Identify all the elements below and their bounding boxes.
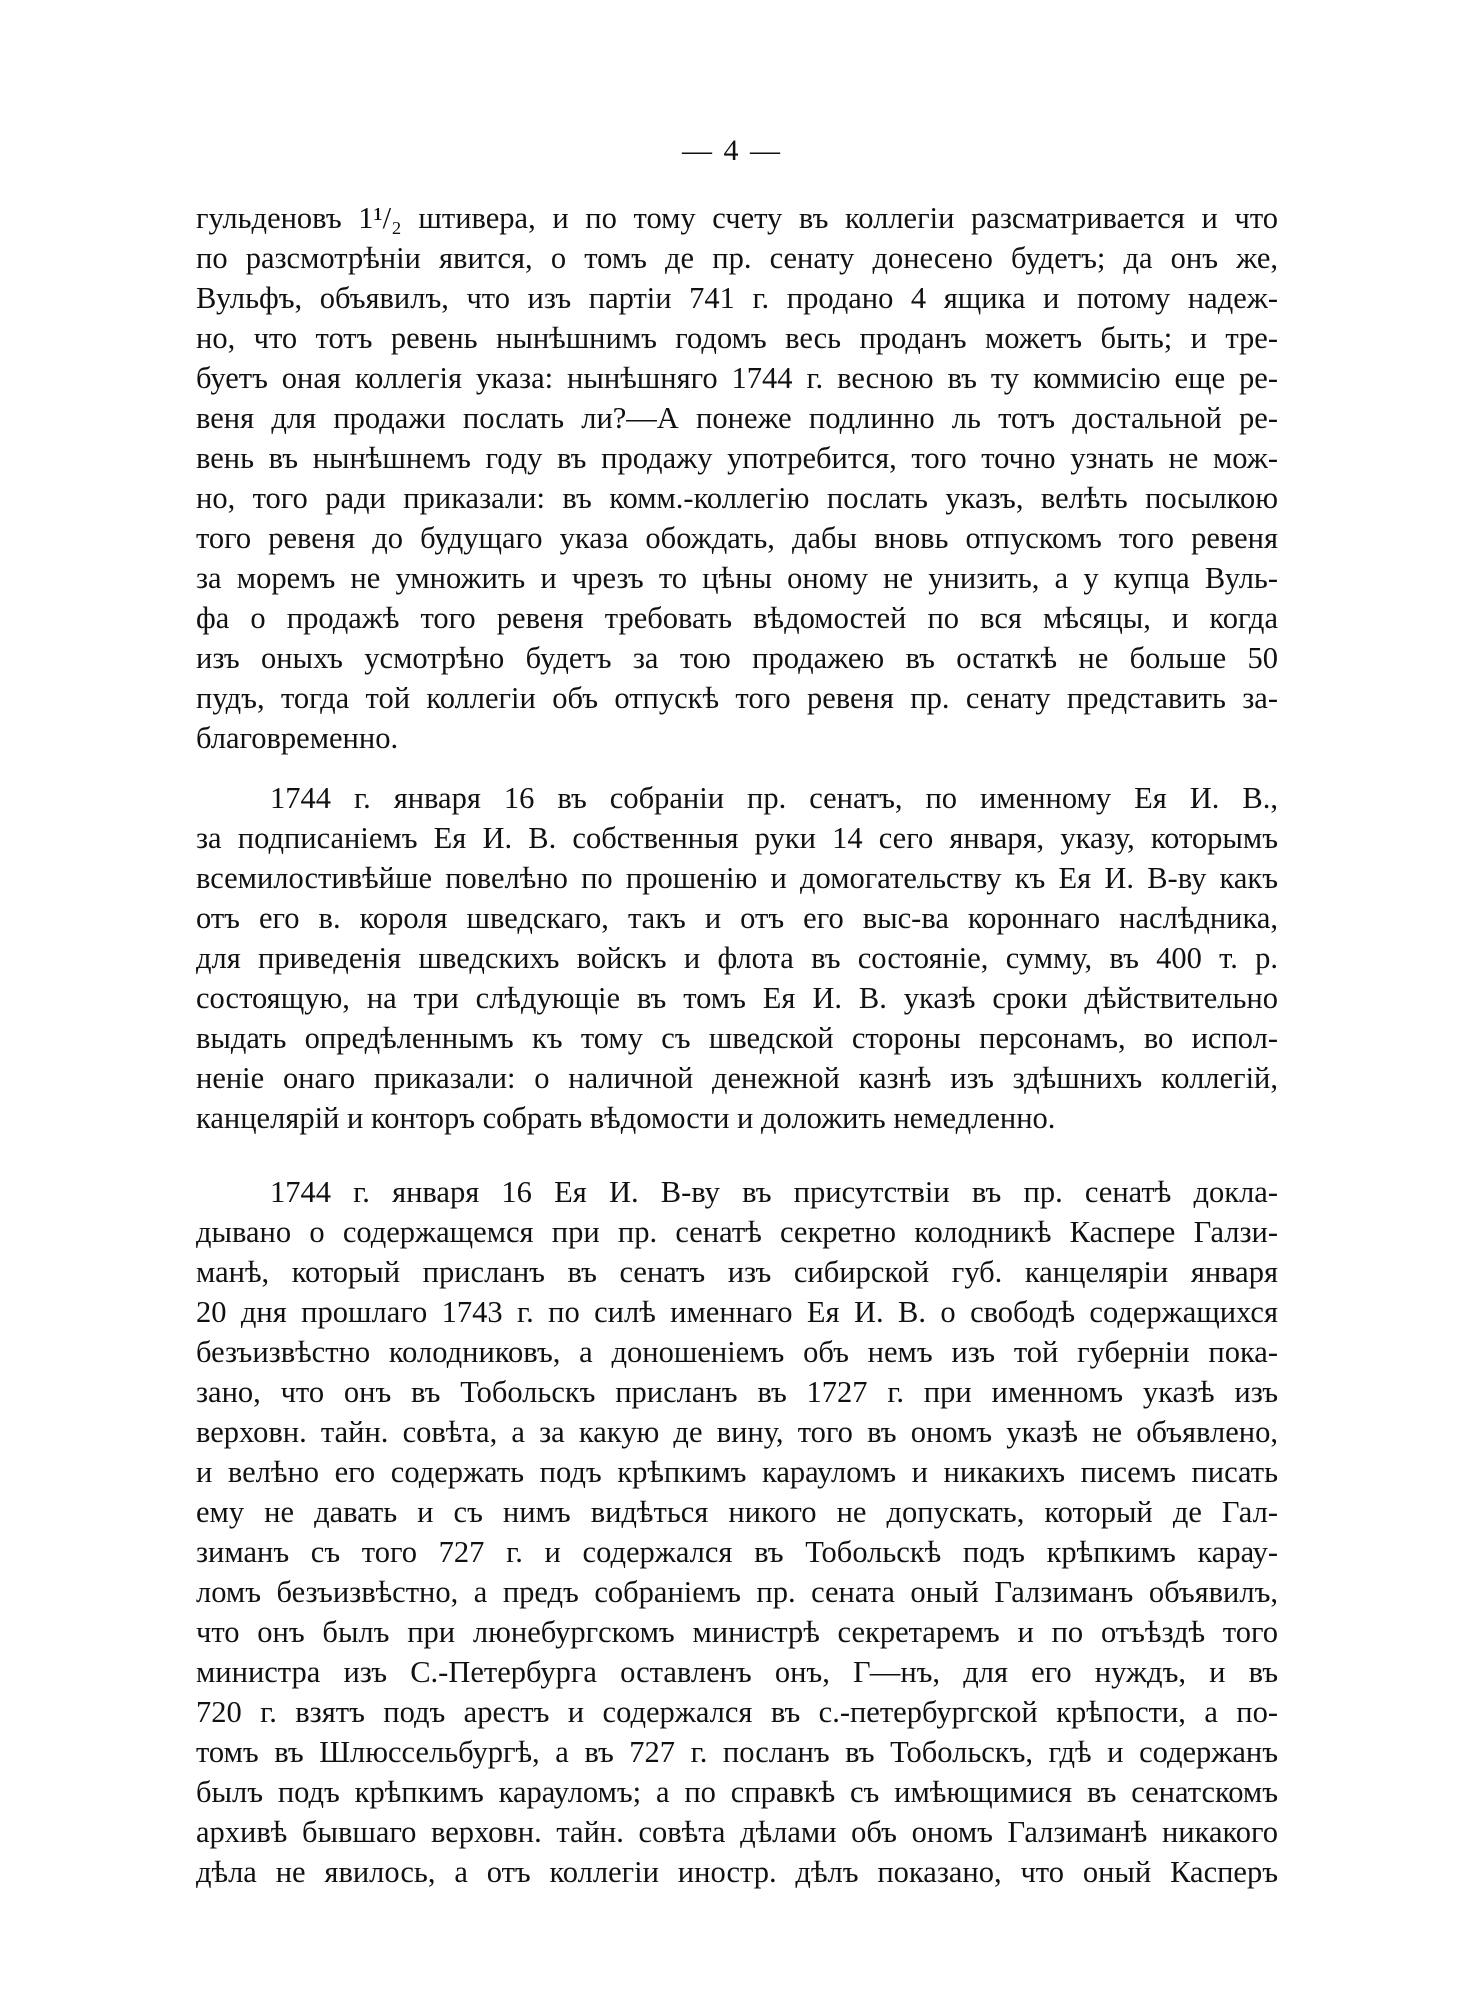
text-line: томъ въ Шлюссельбургѣ, а въ 727 г. посланъ въ Тобольскъ, гдѣ и содержанъ — [196, 1735, 1278, 1769]
text-line: за моремъ не умножить и чрезъ то цѣны оному не унизить, а у купца Вуль- — [196, 561, 1278, 595]
text-line: за подписаніемъ Ея И. В. собственныя руки 14 сего января, указу, которымъ — [196, 821, 1278, 855]
paragraph-1 — [196, 198, 1278, 758]
text-line: всемилостивѣйше повелѣно по прошенію и домогательству къ Ея И. В-ву какъ — [196, 861, 1278, 895]
text-line: пудъ, тогда той коллегіи объ отпускѣ того ревеня пр. сенату представить за- — [196, 681, 1278, 715]
text-line: вень въ нынѣшнемъ году въ продажу употребится, того точно узнать не мож- — [196, 441, 1278, 475]
text-line: ломъ безъизвѣстно, а предъ собраніемъ пр. сената оный Галзиманъ объявилъ, — [196, 1575, 1278, 1609]
text-line: для приведенія шведскихъ войскъ и флота въ состояніе, сумму, въ 400 т. р. — [196, 941, 1278, 975]
text-line: но, того ради приказали: въ комм.-коллегію послать указъ, велѣть посылкою — [196, 481, 1278, 515]
text-line: но, что тотъ ревень нынѣшнимъ годомъ весь проданъ можетъ быть; и тре- — [196, 321, 1278, 355]
text-line: 20 дня прошлаго 1743 г. по силѣ именнаго Ея И. В. о свободѣ содержащихся — [196, 1295, 1278, 1329]
text-line: буетъ оная коллегія указа: нынѣшняго 1744 г. весною въ ту коммисію еще ре- — [196, 361, 1278, 395]
text-line: 720 г. взятъ подъ арестъ и содержался въ с.-петербургской крѣпости, а по- — [196, 1695, 1278, 1729]
page-number: — 4 — — [682, 134, 782, 167]
text-line: 1744 г. января 16 Ея И. В-ву въ присутствіи въ пр. сенатѣ докла- — [270, 1175, 1278, 1209]
text-line: 1744 г. января 16 въ собраніи пр. сенатъ, по именному Ея И. В., — [270, 781, 1278, 815]
paragraph-2 — [196, 778, 1278, 1138]
text-line: благовременно. — [196, 721, 399, 755]
text-line: министра изъ С.-Петербурга оставленъ онъ, Г—нъ, для его нуждъ, и въ — [196, 1655, 1278, 1689]
text-line: что онъ былъ при люнебургскомъ министрѣ секретаремъ и по отъѣздѣ того — [196, 1615, 1278, 1649]
text-line: по разсмотрѣніи явится, о томъ де пр. сенату донесено будетъ; да онъ же, — [196, 241, 1278, 275]
text-line: того ревеня до будущаго указа обождать, дабы вновь отпускомъ того ревеня — [196, 521, 1278, 555]
paragraph-3 — [196, 1172, 1278, 1892]
text-line: архивѣ бывшаго верховн. тайн. совѣта дѣлами объ ономъ Галзиманѣ никакого — [196, 1815, 1278, 1849]
text-line: верховн. тайн. совѣта, а за какую де вину, того въ ономъ указѣ не объявлено, — [196, 1415, 1278, 1449]
text-line: изъ оныхъ усмотрѣно будетъ за тою продажею въ остаткѣ не больше 50 — [196, 641, 1278, 675]
text-line: канцелярій и конторъ собрать вѣдомости и доложить немедленно. — [196, 1101, 1056, 1135]
text-line: зано, что онъ въ Тобольскъ присланъ въ 1727 г. при именномъ указѣ изъ — [196, 1375, 1278, 1409]
text-line: дѣла не явилось, а отъ коллегіи иностр. дѣлъ показано, что оный Касперъ — [196, 1855, 1278, 1889]
text-line: Вульфъ, объявилъ, что изъ партіи 741 г. продано 4 ящика и потому надеж- — [196, 281, 1278, 315]
text-line: былъ подъ крѣпкимъ карауломъ; а по справкѣ съ имѣющимися въ сенатскомъ — [196, 1775, 1278, 1809]
text-line: зиманъ съ того 727 г. и содержался въ Тобольскѣ подъ крѣпкимъ карау- — [196, 1535, 1278, 1569]
text-line: выдать опредѣленнымъ къ тому съ шведской стороны персонамъ, во испол- — [196, 1021, 1278, 1055]
text-line: и велѣно его содержать подъ крѣпкимъ карауломъ и никакихъ писемъ писать — [196, 1455, 1278, 1489]
text-line: дывано о содержащемся при пр. сенатѣ секретно колодникѣ Каспере Галзи- — [196, 1215, 1278, 1249]
text-line: веня для продажи послать ли?—А понеже подлинно ль тотъ достальной ре- — [196, 401, 1278, 435]
text-line: состоящую, на три слѣдующіе въ томъ Ея И. В. указѣ сроки дѣйствительно — [196, 981, 1278, 1015]
text-line: гульденовъ 1¹/₂ штивера, и по тому счету въ коллегіи разсматривается и что — [196, 201, 1278, 235]
text-line: фа о продажѣ того ревеня требовать вѣдомостей по вся мѣсяцы, и когда — [196, 601, 1278, 635]
text-line: безъизвѣстно колодниковъ, а доношеніемъ объ немъ изъ той губерніи пока- — [196, 1335, 1278, 1369]
text-line: неніе онаго приказали: о наличной денежной казнѣ изъ здѣшнихъ коллегій, — [196, 1061, 1278, 1095]
text-line: отъ его в. короля шведскаго, такъ и отъ его выс-ва короннаго наслѣдника, — [196, 901, 1278, 935]
text-line: манѣ, который присланъ въ сенатъ изъ сибирской губ. канцеляріи января — [196, 1255, 1278, 1289]
text-line: ему не давать и съ нимъ видѣться никого не допускать, который де Гал- — [196, 1495, 1278, 1529]
